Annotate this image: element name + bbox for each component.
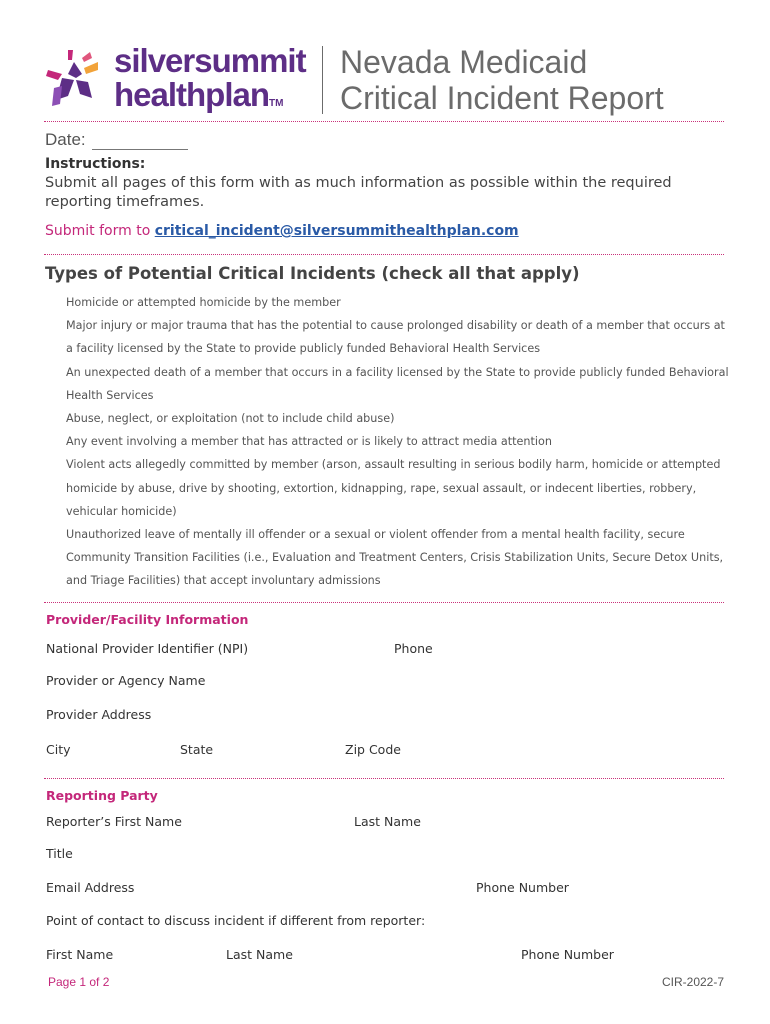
poc-phone-field[interactable]: Phone Number <box>521 947 614 962</box>
date-label: Date: <box>45 130 86 149</box>
logo-line1: silversummit <box>114 42 306 79</box>
instructions-body: Submit all pages of this form with as much information as possible within the required reporting timeframes. <box>45 175 672 210</box>
page-title <box>340 44 664 116</box>
form-code: CIR-2022-7 <box>662 975 725 989</box>
header <box>42 40 732 120</box>
zip-field[interactable]: Zip Code <box>345 742 401 757</box>
submit-row <box>45 223 519 239</box>
reporter-phone-field[interactable]: Phone Number <box>476 880 569 895</box>
logo-wordmark <box>114 44 306 121</box>
incident-type-item[interactable]: Unauthorized leave of mentally ill offender or a sexual or violent offender from a mental health facility, secure <box>66 528 685 542</box>
logo-line2 <box>114 78 306 121</box>
incident-types-heading: Types of Potential Critical Incidents (check all that apply) <box>45 264 580 283</box>
state-field[interactable]: State <box>180 742 214 757</box>
header-divider <box>322 46 323 114</box>
incident-type-item[interactable]: Violent acts allegedly committed by member (arson, assault resulting in serious bodily harm, homicide or attempted <box>66 458 721 472</box>
submit-prefix: Submit form to <box>45 223 151 239</box>
date-field[interactable] <box>92 132 188 150</box>
reporter-last-name-field[interactable]: Last Name <box>354 814 421 829</box>
provider-address-field[interactable]: Provider Address <box>46 707 152 722</box>
incident-type-item[interactable]: Any event involving a member that has attracted or is likely to attract media attention <box>66 435 552 449</box>
poc-last-name-field[interactable]: Last Name <box>226 947 293 962</box>
title-line1: Nevada Medicaid <box>340 44 588 80</box>
title-line2: Critical Incident Report <box>340 80 664 116</box>
provider-phone-field[interactable]: Phone <box>394 641 433 656</box>
logo-trademark: TM <box>269 98 284 109</box>
incident-type-item: vehicular homicide) <box>66 504 177 518</box>
point-of-contact-label: Point of contact to discuss incident if different from reporter: <box>46 913 426 928</box>
poc-first-name-field[interactable]: First Name <box>46 947 114 962</box>
reporter-first-name-field[interactable]: Reporter’s First Name <box>46 814 182 829</box>
incident-type-item: a facility licensed by the State to provide publicly funded Behavioral Health Services <box>66 342 541 356</box>
incident-type-item[interactable]: Major injury or major trauma that has the potential to cause prolonged disability or death of a member that occurs at <box>66 319 725 333</box>
reporter-email-field[interactable]: Email Address <box>46 880 135 895</box>
divider <box>44 121 724 122</box>
incident-type-item: Community Transition Facilities (i.e., Evaluation and Treatment Centers, Crisis Stabilization Units, Secure Detox Units, <box>66 551 724 565</box>
submit-email-link[interactable]: critical_incident@silversummithealthplan.com <box>154 223 519 239</box>
reporter-title-field[interactable]: Title <box>46 846 73 861</box>
page-number: Page 1 of 2 <box>48 975 110 989</box>
instructions-heading: Instructions: <box>45 156 146 172</box>
incident-type-item: Health Services <box>66 388 154 402</box>
incident-type-item: homicide by abuse, drive by shooting, extortion, kidnapping, rape, sexual assault, or indecent liberties, robbery, <box>66 481 697 495</box>
incident-type-item[interactable]: Homicide or attempted homicide by the member <box>66 296 341 309</box>
date-row <box>45 130 188 150</box>
silversummit-logo-icon <box>42 44 106 112</box>
incident-types-list <box>66 291 736 593</box>
divider <box>44 778 724 779</box>
incident-type-item[interactable]: An unexpected death of a member that occurs in a facility licensed by the State to provide publicly funded Behavioral <box>66 365 729 379</box>
npi-field[interactable]: National Provider Identifier (NPI) <box>46 641 249 656</box>
incident-type-item: and Triage Facilities) that accept involuntary admissions <box>66 574 381 588</box>
divider <box>44 254 724 255</box>
incident-type-item[interactable]: Abuse, neglect, or exploitation (not to include child abuse) <box>66 412 395 426</box>
logo-line2-text: healthplan <box>114 76 270 113</box>
divider <box>44 602 724 603</box>
agency-name-field[interactable]: Provider or Agency Name <box>46 673 206 688</box>
provider-section-heading: Provider/Facility Information <box>46 612 249 627</box>
city-field[interactable]: City <box>46 742 71 757</box>
reporting-section-heading: Reporting Party <box>46 788 158 803</box>
